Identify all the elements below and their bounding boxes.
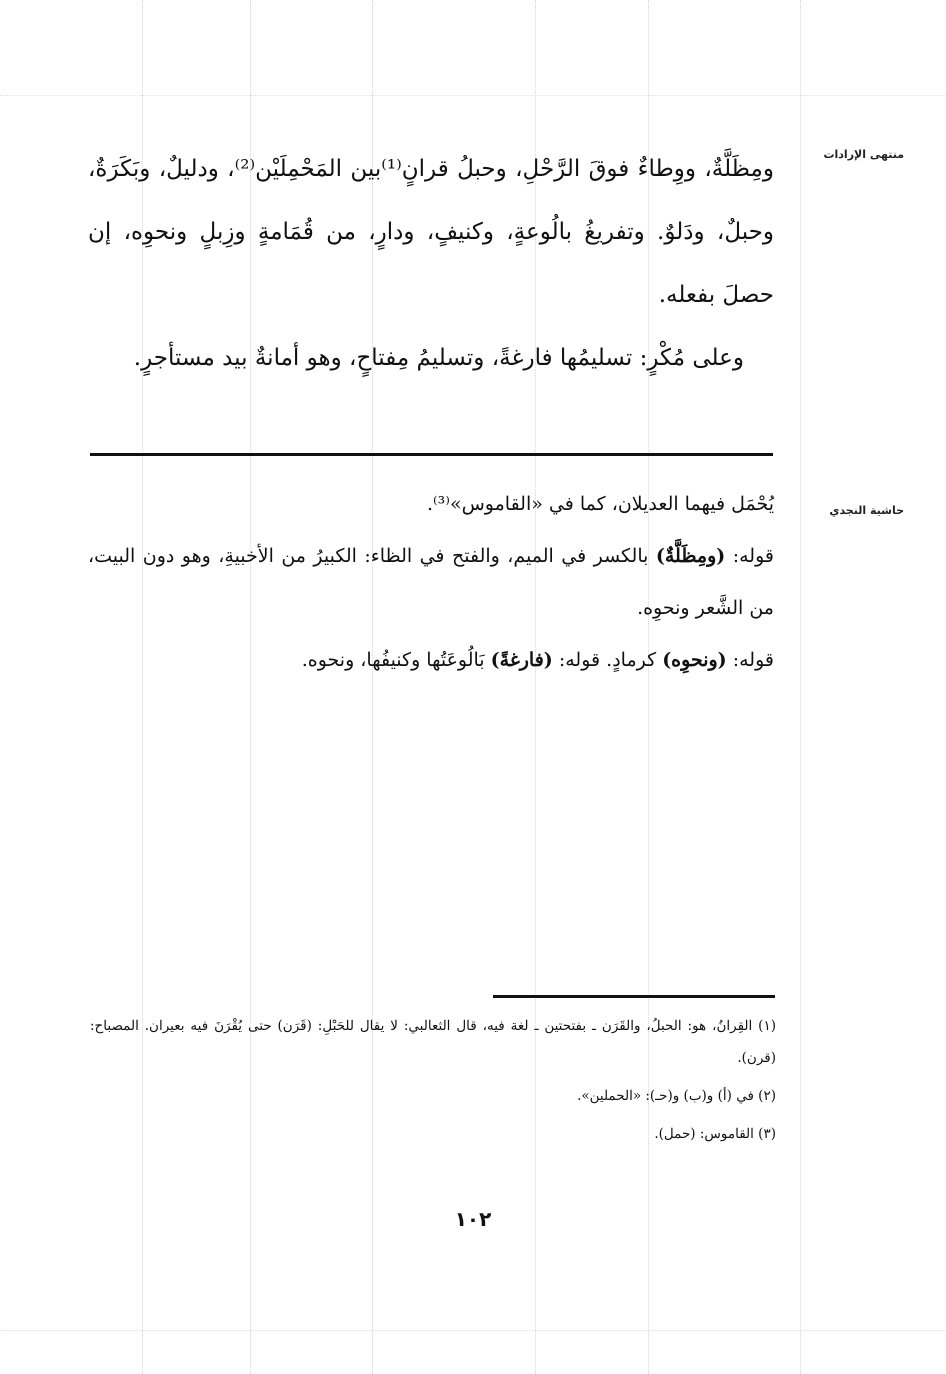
main-text	[88, 138, 774, 390]
footnote: (٣) القاموس: (حمل).	[654, 1126, 776, 1142]
main-paragraph: ومِظَلَّةٌ، ووِطاءٌ فوقَ الرَّحْلِ، وحبلُ قرانٍ⁽¹⁾بين المَحْمِلَيْن⁽²⁾، ودليلٌ، وبَكَرَةٌ، وحبلٌ، ودَلوٌ. وتفريغُ بالُوعةٍ، وكنيفٍ، ودارٍ، من قُمَامةٍ وزِبلٍ ونحوِه، إن حصلَ بفعله.	[88, 156, 774, 308]
hashiya-gloss: بَالُوعَتُها وكنيفُها، ونحوه.	[301, 649, 491, 671]
hashiya-paragraph	[88, 634, 774, 686]
footnote: (٢) في (أ) و(ب) و(حـ): «الحملين».	[577, 1088, 776, 1104]
hashiya-paragraph	[88, 530, 774, 634]
hashiya-gloss: كرمادٍ. قوله:	[552, 649, 663, 671]
scan-guide-line	[0, 95, 946, 96]
hashiya-prefix: قوله:	[726, 649, 774, 671]
hashiya-keyword: (ونحوِه)	[662, 649, 727, 671]
footnotes	[90, 1010, 776, 1156]
hashiya-gloss: بالكسر في الميم، والفتح في الظاء: الكبيرُ من الأخبيةِ، وهو دون البيت، من الشَّعر ونحوِه.	[88, 545, 774, 619]
side-label-main-text: منتهى الإرادات	[823, 148, 904, 161]
hashiya-keyword: (فارغةً)	[490, 649, 553, 671]
main-paragraph: وعلى مُكْرٍ: تسليمُها فارغةً، وتسليمُ مِفتاحٍ، وهو أمانةٌ بيد مستأجرٍ.	[133, 345, 744, 371]
section-divider	[90, 453, 773, 456]
page-number: ١٠٢	[454, 1207, 492, 1231]
footnote: (١) القِرانُ، هو: الحبلُ، والقَرَن ـ بفتحتين ـ لغة فيه، قال الثعالبي: لا يقال للحَبْلِ: (قَرَن) حتى يُقْرَنَ فيه بعيران. المصباح: (قرن).	[90, 1018, 776, 1066]
scan-guide-line	[0, 1330, 946, 1331]
hashiya-text	[88, 478, 774, 686]
scan-guide-line	[800, 0, 801, 1374]
hashiya-keyword: (ومِظَلَّةٌ)	[655, 545, 726, 567]
side-label-hashiya: حاشية النجدي	[829, 504, 904, 517]
hashiya-prefix: قوله:	[725, 545, 774, 567]
hashiya-paragraph: يُحْمَل فيهما العديلان، كما في «القاموس»⁽³⁾.	[426, 493, 774, 515]
footnote-divider	[493, 995, 775, 998]
